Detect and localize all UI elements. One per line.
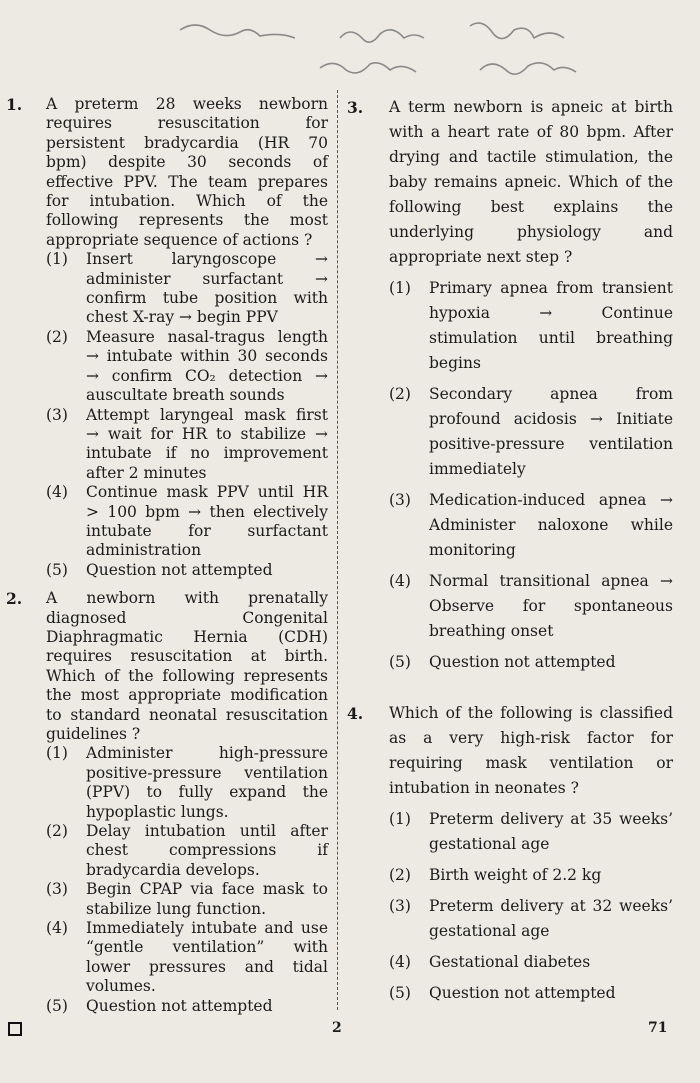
question-number: 2. xyxy=(6,589,23,609)
option-2[interactable]: (2) Measure nasal-tragus length → intubate within 30 seconds → confirm CO₂ detection → auscultate breath sounds xyxy=(46,327,328,405)
option-3[interactable]: (3) Attempt laryngeal mask first → wait for HR to stabilize → intubate if no improvement after 2 minutes xyxy=(46,405,328,482)
column-divider xyxy=(337,90,338,1010)
option-2[interactable]: (2) Delay intubation until after chest compressions if bradycardia develops. xyxy=(46,822,328,879)
option-3[interactable]: (3) Begin CPAP via face mask to stabilize lung function. xyxy=(46,880,328,918)
option-4[interactable]: (4) Continue mask PPV until HR > 100 bpm → then electively intubate for surfactant administration xyxy=(46,483,328,560)
option-1[interactable]: (1) Preterm delivery at 35 weeks’ gestational age xyxy=(389,810,673,853)
left-column xyxy=(6,95,328,1016)
option-list xyxy=(46,250,328,580)
option-1[interactable]: (1) Administer high-pressure positive-pressure ventilation (PPV) to fully expand the hypoplastic lungs. xyxy=(46,744,328,821)
question-3 xyxy=(347,95,673,675)
question-text: Which of the following is classified as a very high-risk factor for requiring mask ventilation or intubation in neonates ? xyxy=(389,704,673,797)
option-2[interactable]: (2) Birth weight of 2.2 kg xyxy=(389,866,602,884)
booklet-code: 71 xyxy=(648,1020,668,1036)
option-5[interactable]: (5) Question not attempted xyxy=(389,653,616,671)
option-1[interactable]: (1) Insert laryngoscope → administer surfactant → confirm tube position with chest X-ray → begin PPV xyxy=(46,250,328,327)
question-4 xyxy=(347,701,673,1006)
handwritten-annotation xyxy=(150,8,670,88)
question-text: A preterm 28 weeks newborn requires resuscitation for persistent bradycardia (HR 70 bpm) despite 30 seconds of effective PPV. The team prepares for intubation. Which of the following represents the most appropriate sequence of actions ? xyxy=(46,95,328,249)
option-5[interactable]: (5) Question not attempted xyxy=(389,984,616,1002)
question-number: 3. xyxy=(347,98,364,117)
option-3[interactable]: (3) Medication-induced apnea → Administer naloxone while monitoring xyxy=(389,491,673,559)
question-2 xyxy=(6,589,328,1016)
option-5[interactable]: (5) Question not attempted xyxy=(46,996,273,1015)
question-text: A term newborn is apneic at birth with a heart rate of 80 bpm. After drying and tactile stimulation, the baby remains apneic. Which of the following best explains the underlying physiology and appropriate next step ? xyxy=(389,98,673,266)
option-list xyxy=(389,276,673,675)
option-2[interactable]: (2) Secondary apnea from profound acidosis → Initiate positive-pressure ventilation immediately xyxy=(389,385,673,478)
option-4[interactable]: (4) Normal transitional apnea → Observe for spontaneous breathing onset xyxy=(389,572,673,640)
right-column xyxy=(347,95,673,1006)
question-number: 4. xyxy=(347,704,364,723)
option-5[interactable]: (5) Question not attempted xyxy=(46,560,273,579)
footer-square-icon xyxy=(8,1022,22,1036)
option-list xyxy=(389,807,673,1006)
option-4[interactable]: (4) Gestational diabetes xyxy=(389,953,591,971)
option-3[interactable]: (3) Preterm delivery at 32 weeks’ gestational age xyxy=(389,897,673,940)
option-1[interactable]: (1) Primary apnea from transient hypoxia → Continue stimulation until breathing begins xyxy=(389,279,673,372)
question-1 xyxy=(6,95,328,580)
page-number: 2 xyxy=(332,1020,342,1036)
question-number: 1. xyxy=(6,95,23,114)
option-4[interactable]: (4) Immediately intubate and use “gentle ventilation” with lower pressures and tidal volumes. xyxy=(46,919,328,996)
option-list xyxy=(46,744,328,1016)
question-text: A newborn with prenatally diagnosed Congenital Diaphragmatic Hernia (CDH) requires resuscitation at birth. Which of the following represents the most appropriate modification to standard neonatal resuscitation guidelines ? xyxy=(46,589,328,743)
